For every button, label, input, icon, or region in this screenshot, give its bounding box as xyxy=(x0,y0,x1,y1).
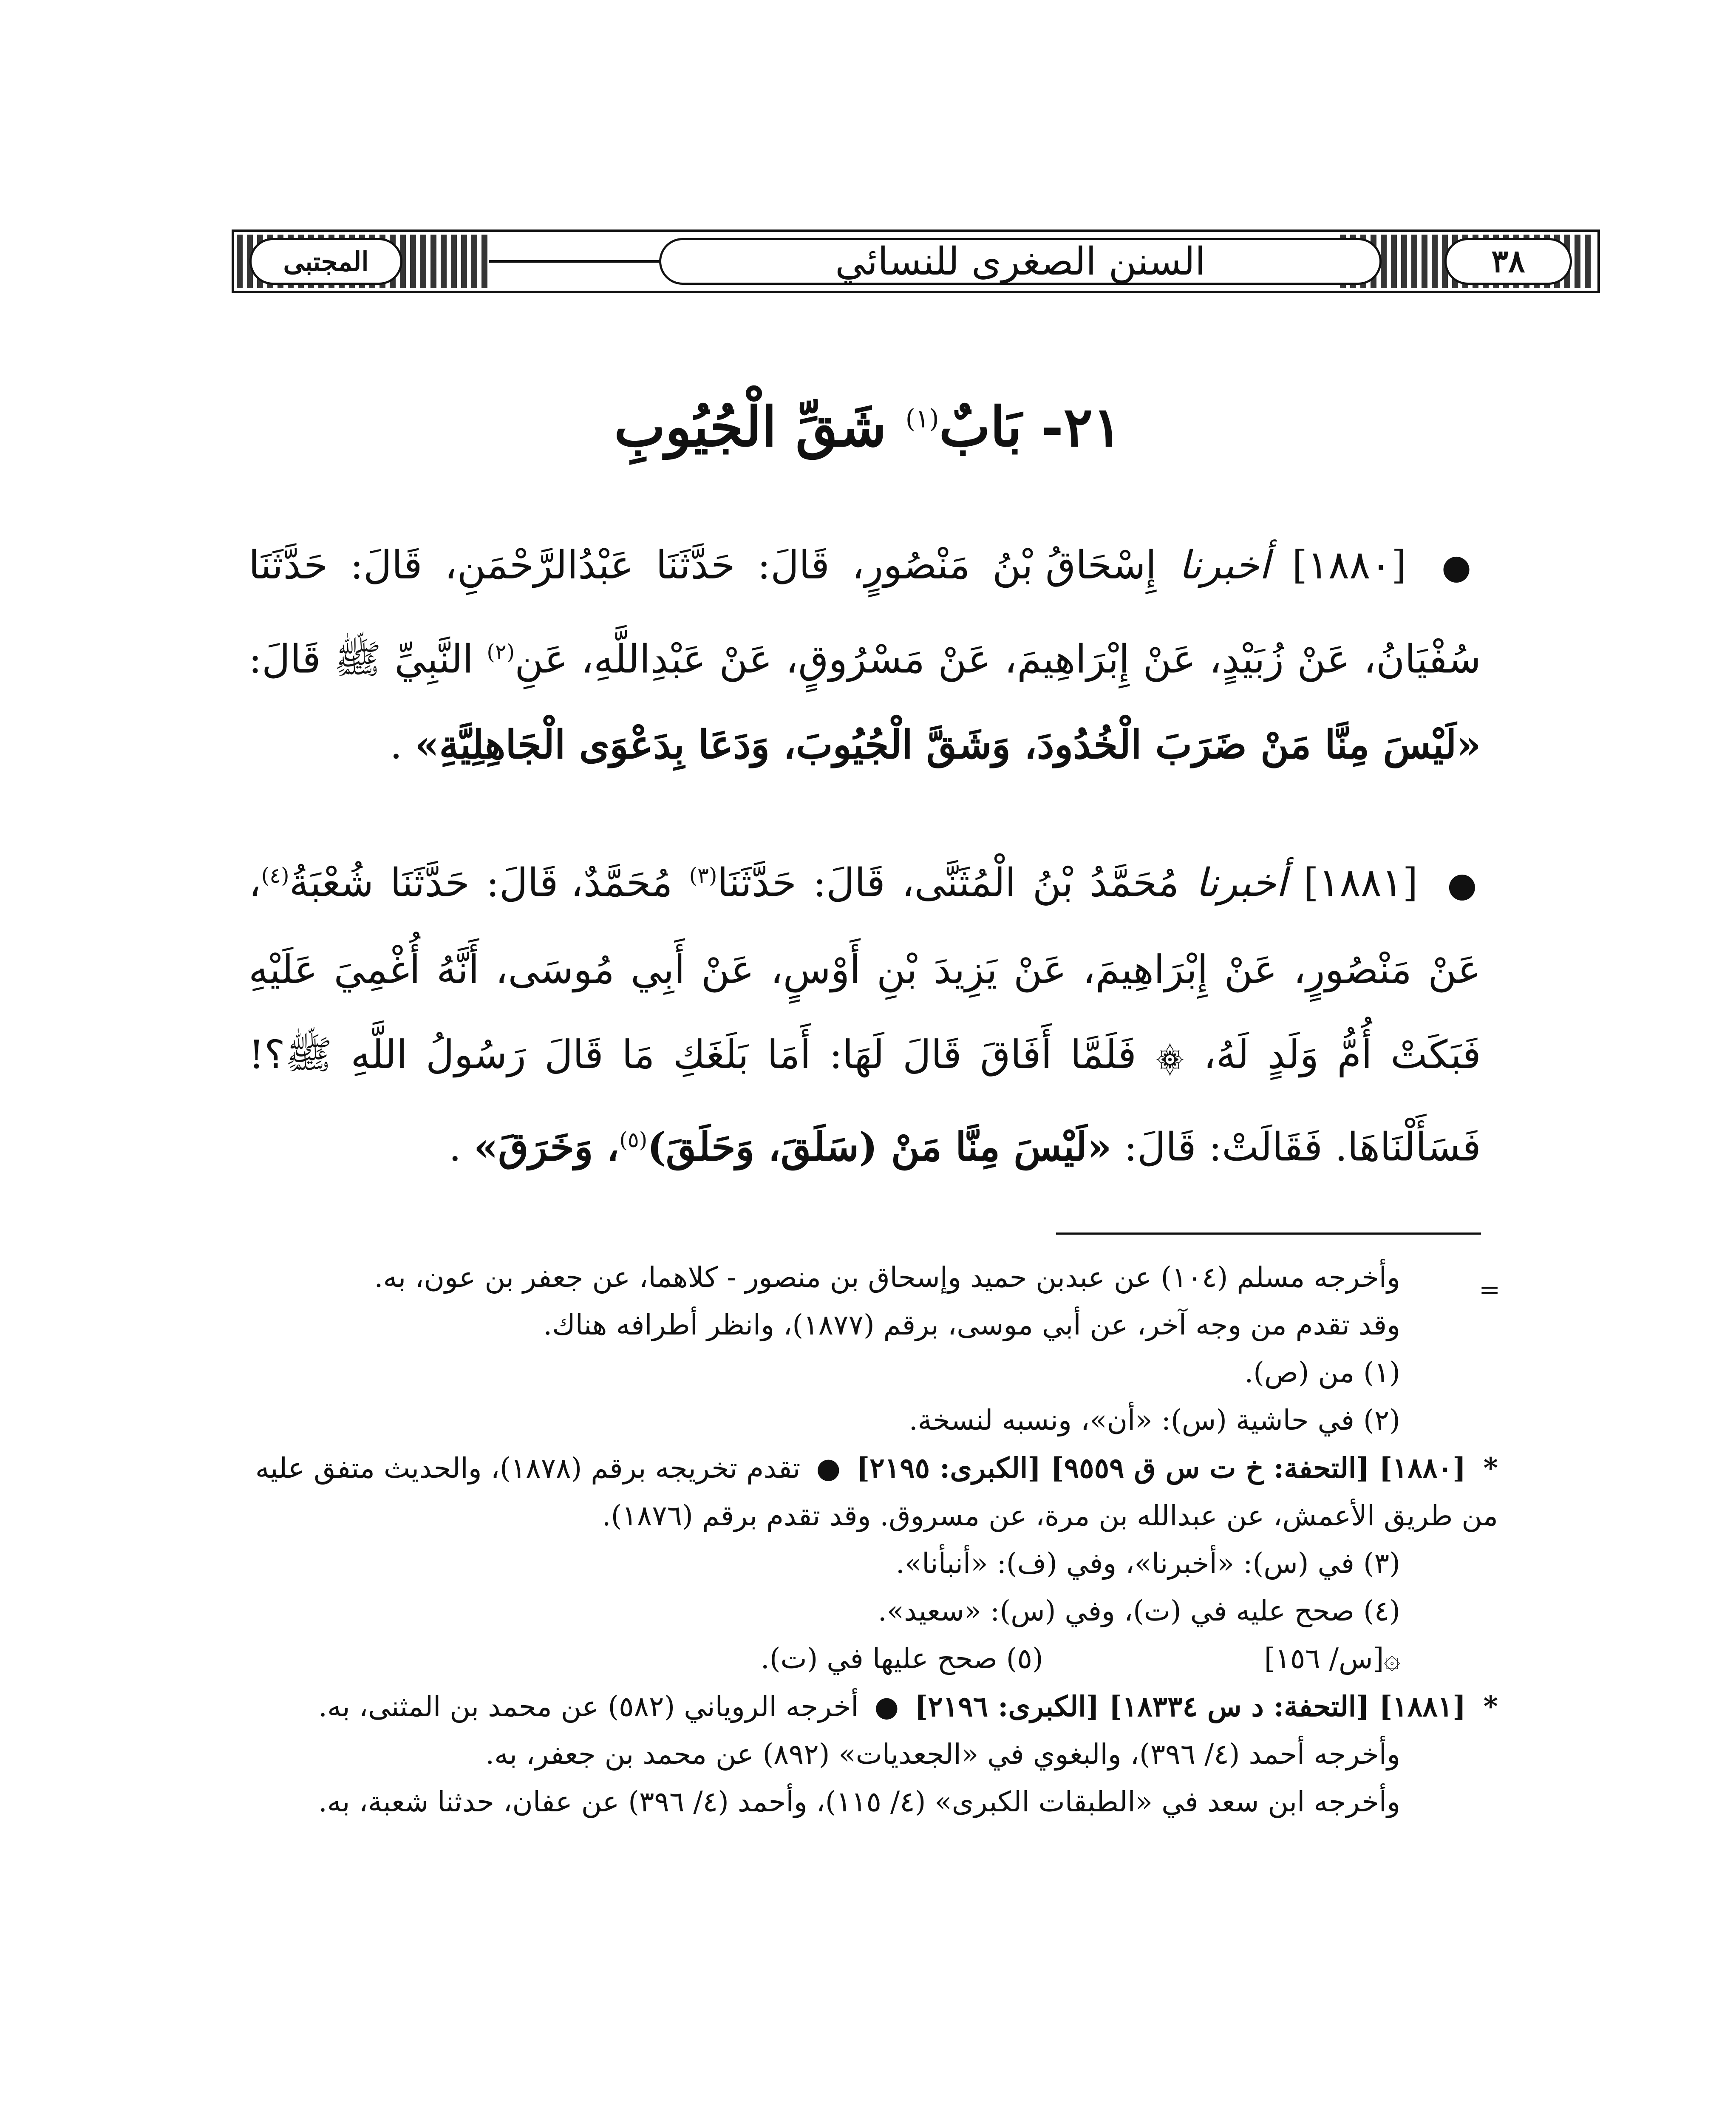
matn-text: «لَيْسَ مِنَّا مَنْ ضَرَبَ الْخُدُودَ، وَشَقَّ الْجُيُوبَ، وَدَعَا بِدَعْوَى الْجَاهِلِيَّةِ» xyxy=(414,721,1481,768)
page-marker: ۞[س/ ١٥٦] xyxy=(1264,1642,1400,1675)
bullet-icon: ● xyxy=(1441,547,1481,586)
book-title: السنن الصغرى للنسائي xyxy=(659,238,1382,285)
chapter-heading-post: شَقِّ الْجُيُوبِ xyxy=(614,395,887,459)
takhrij-1881 xyxy=(223,1683,1498,1731)
footnote-separator xyxy=(1056,1232,1481,1235)
isnad-text: مُحَمَّدُ بْنُ الْمُثَنَّى، قَالَ: حَدَّثَنَا xyxy=(717,860,1179,906)
bullet-icon: ● xyxy=(1447,864,1481,904)
akhbarana-label: أخبرنا xyxy=(1178,542,1270,588)
end-mark: . xyxy=(449,1124,462,1170)
continuation-mark: = xyxy=(1479,1275,1501,1305)
matn-text: «لَيْسَ مِنَّا مَنْ (سَلَقَ، وَحَلَقَ) xyxy=(647,1124,1112,1170)
footnote-ref-5: (٥) xyxy=(619,1127,648,1152)
takhrij-1881-text: أخرجه الروياني (٥٨٢) عن محمد بن المثنى، به. xyxy=(318,1690,859,1723)
akhbarana-label: أخبرنا xyxy=(1195,860,1287,906)
footnote-1: (١) من (ص). xyxy=(1244,1356,1400,1389)
footnote-ref-1: (١) xyxy=(905,404,939,434)
hadith-number: [١٨٨٠] xyxy=(1292,542,1407,588)
matn-text-end: ، وَخَرَقَ» xyxy=(473,1124,620,1170)
takhrij-1880-refs: [١٨٨٠] [التحفة: خ ت س ق ٩٥٥٩] [الكبرى: ٢١٩٥] xyxy=(856,1451,1466,1485)
running-header xyxy=(232,230,1600,293)
hadith-1881 xyxy=(249,833,1481,1190)
footnote-4: (٤) صحح عليه في (ت)، وفي (س): «سعيد». xyxy=(878,1595,1400,1627)
page-number: ٣٨ xyxy=(1444,238,1572,285)
footnote-row xyxy=(223,1635,1498,1683)
takhrij-1881-refs: [١٨٨١] [التحفة: د س ١٨٣٣٤] [الكبرى: ٢١٩٦] xyxy=(915,1690,1466,1723)
footnote-2: (٢) في حاشية (س): «أن»، ونسبه لنسخة. xyxy=(909,1404,1400,1436)
takhrij-1880-text: تقدم تخريجه برقم (١٨٧٨)، والحديث متفق عليه من طريق الأعمش، عن عبدالله بن مرة، عن مسروق. وقد تقدم برقم (١٨٧٦). xyxy=(255,1452,1498,1532)
asterisk-icon: * xyxy=(1483,1690,1498,1723)
footnote-5: (٥) صحح عليها في (ت). xyxy=(760,1642,1043,1675)
takhrij-1880 xyxy=(223,1444,1498,1540)
hadith-1880 xyxy=(249,523,1481,788)
footnote-taqaddam: وقد تقدم من وجه آخر، عن أبي موسى، برقم (١٨٧٧)، وانظر أطرافه هناك. xyxy=(543,1309,1400,1341)
isnad-text: ، عَنْ مَنْصُورٍ، عَنْ إِبْرَاهِيمَ، عَنْ يَزِيدَ بْنِ أَوْسٍ، عَنْ أَبِي مُوسَى، أَنَّهُ أُغْمِيَ عَلَيْهِ فَبَكَتْ أُمُّ وَلَدٍ لَهُ، ۞ فَلَمَّا أَفَاقَ قَالَ لَهَا: أَمَا بَلَغَكِ مَا قَالَ رَسُولُ اللَّهِ ﷺ؟! فَسَأَلْنَاهَا. فَقَالَتْ: قَالَ: xyxy=(249,860,1481,1170)
footnote-ref-4: (٤) xyxy=(261,863,289,888)
end-mark: . xyxy=(390,722,402,768)
chapter-heading xyxy=(0,395,1736,459)
isnad-text: مُحَمَّدٌ، قَالَ: حَدَّثَنَا شُعْبَةُ xyxy=(289,860,673,906)
series-name: المجتبى xyxy=(249,238,402,285)
footnote-ibn-saad: وأخرجه ابن سعد في «الطبقات الكبرى» (٤/ ١١٥)، وأحمد (٤/ ٣٩٦) عن عفان، حدثنا شعبة، به. xyxy=(318,1785,1400,1818)
footnote-ref-3: (٣) xyxy=(689,863,717,888)
footnote-muslim: وأخرجه مسلم (١٠٤) عن عبدبن حميد وإسحاق بن منصور - كلاهما، عن جعفر بن عون، به. xyxy=(374,1261,1400,1294)
bullet-icon: ● xyxy=(874,1690,899,1723)
footnote-ahmad: وأخرجه أحمد (٤/ ٣٩٦)، والبغوي في «الجعديات» (٨٩٢) عن محمد بن جعفر، به. xyxy=(485,1738,1400,1771)
bullet-icon: ● xyxy=(816,1452,841,1485)
chapter-heading-pre: ٢١- بَابٌ xyxy=(939,395,1122,459)
footnotes xyxy=(223,1254,1501,1826)
isnad-text: إِسْحَاقُ بْنُ مَنْصُورٍ، قَالَ: حَدَّثَنَا عَبْدُالرَّحْمَنِ، قَالَ: حَدَّثَنَا سُفْيَانُ، عَنْ زُبَيْدٍ، عَنْ إِبْرَاهِيمَ، عَنْ مَسْرُوقٍ، عَنْ عَبْدِاللَّهِ، عَنِ xyxy=(249,542,1481,682)
asterisk-icon: * xyxy=(1483,1451,1498,1485)
footnote-ref-2: (٢) xyxy=(487,640,515,664)
isnad-text: النَّبِيِّ ﷺ قَالَ: xyxy=(249,636,474,682)
hadith-number: [١٨٨١] xyxy=(1303,860,1418,906)
footnote-3: (٣) في (س): «أخبرنا»، وفي (ف): «أنبأنا». xyxy=(895,1547,1400,1580)
